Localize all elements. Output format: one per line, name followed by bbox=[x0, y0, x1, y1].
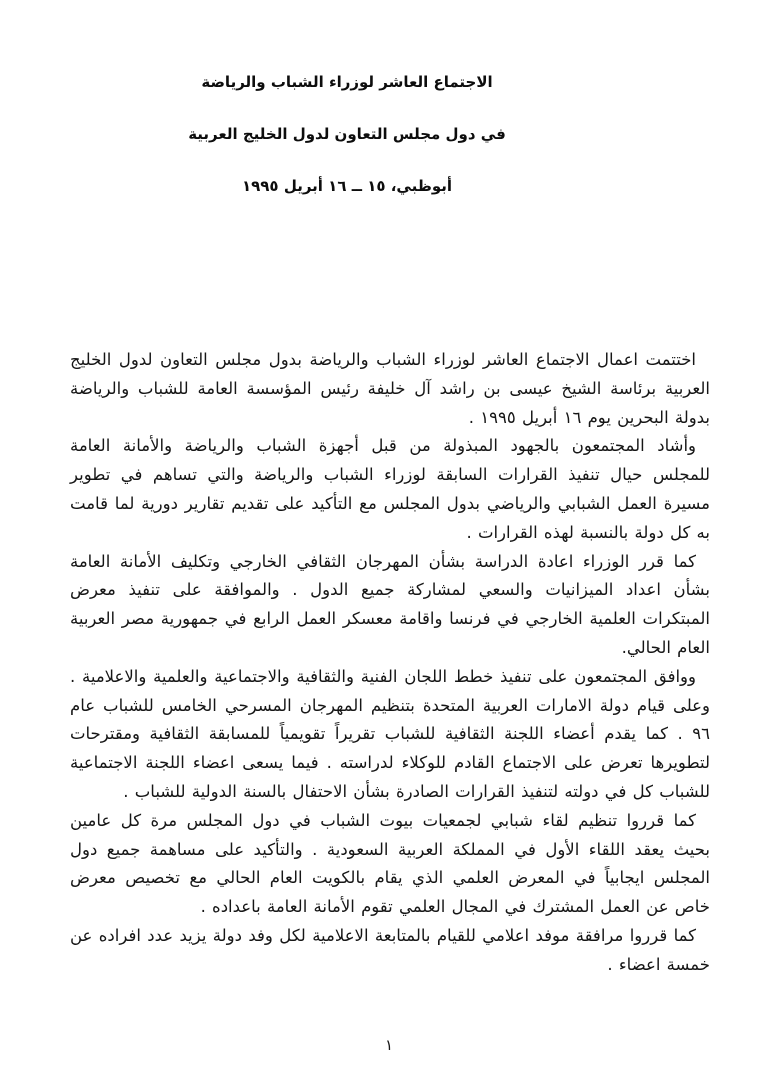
document-title-block bbox=[0, 0, 736, 196]
page-footer bbox=[0, 1035, 778, 1054]
paragraph-youth-hostels-meeting: كما قرروا تنظيم لقاء شبابي لجمعيات بيوت الشباب في دول المجلس مرة كل عامين بحيث يعقد اللقاء الأول في المملكة العربية السعودية . والتأكيد على مساهمة جميع دول المجلس ايجابياً في المعرض العلمي الذي يقام بالكويت العام الحالي مع تخصيص معرض خاص عن العمل المشترك في المجال العلمي تقوم الأمانة العامة باعداده . bbox=[70, 810, 710, 917]
document-title-line-1: الاجتماع العاشر لوزراء الشباب والرياضة bbox=[201, 73, 493, 91]
page-number: ١ bbox=[384, 1036, 394, 1054]
document-title-line-3: أبوظبي، ١٥ ــ ١٦ أبريل ١٩٩٥ bbox=[241, 177, 453, 195]
document-title-line-2: في دول مجلس التعاون لدول الخليج العربية bbox=[188, 125, 506, 143]
paragraph-media-escort: كما قرروا مرافقة موفد اعلامي للقيام بالمتابعة الاعلامية لكل وفد دولة يزيد عدد افراده عن خمسة اعضاء . bbox=[70, 925, 710, 974]
document-body bbox=[0, 228, 778, 980]
paragraph-ministers-decisions: كما قرر الوزراء اعادة الدراسة بشأن المهرجان الثقافي الخارجي وتكليف الأمانة العامة بشأن اعداد الميزانيات والسعي لمشاركة جميع الدول . والموافقة على تنفيذ معرض المبتكرات العلمية الخارجي في فرنسا واقامة معسكر العمل الرابع في جمهورية مصر العربية العام الحالي. bbox=[70, 551, 710, 657]
paragraph-committee-plans: ووافق المجتمعون على تنفيذ خطط اللجان الفنية والثقافية والاجتماعية والعلمية والاعلامية . وعلى قيام دولة الامارات العربية المتحدة بتنظيم المهرجان المسرحي الخامس للشباب عام ٩٦ . كما يقدم أعضاء اللجنة الثقافية للشباب تقريراً تقويمياً للمسابقة الثقافية ومقترحات لتطويرها تعرض على الاجتماع القادم للوكلاء لدراسته . فيما يسعى اعضاء اللجنة الاجتماعية للشباب كل في دولته لتنفيذ القرارات الصادرة بشأن الاحتفال بالسنة الدولية للشباب . bbox=[70, 666, 710, 801]
paragraph-commendation: وأشاد المجتمعون بالجهود المبذولة من قبل أجهزة الشباب والرياضة والأمانة العامة للمجلس حيال تنفيذ القرارات السابقة لوزراء الشباب والرياضة والتي تساهم في تطوير مسيرة العمل الشبابي والرياضي بدول المجلس مع التأكيد على تقديم تقارير دورية لما قامت به كل دولة بالنسبة لهذه القرارات . bbox=[70, 436, 710, 542]
paragraph-closing-statement: اختتمت اعمال الاجتماع العاشر لوزراء الشباب والرياضة بدول مجلس التعاون لدول الخليج العربية برئاسة الشيخ عيسى بن راشد آل خليفة رئيس المؤسسة العامة للشباب والرياضة بدولة البحرين يوم ١٦ أبريل ١٩٩٥ . bbox=[70, 350, 710, 427]
